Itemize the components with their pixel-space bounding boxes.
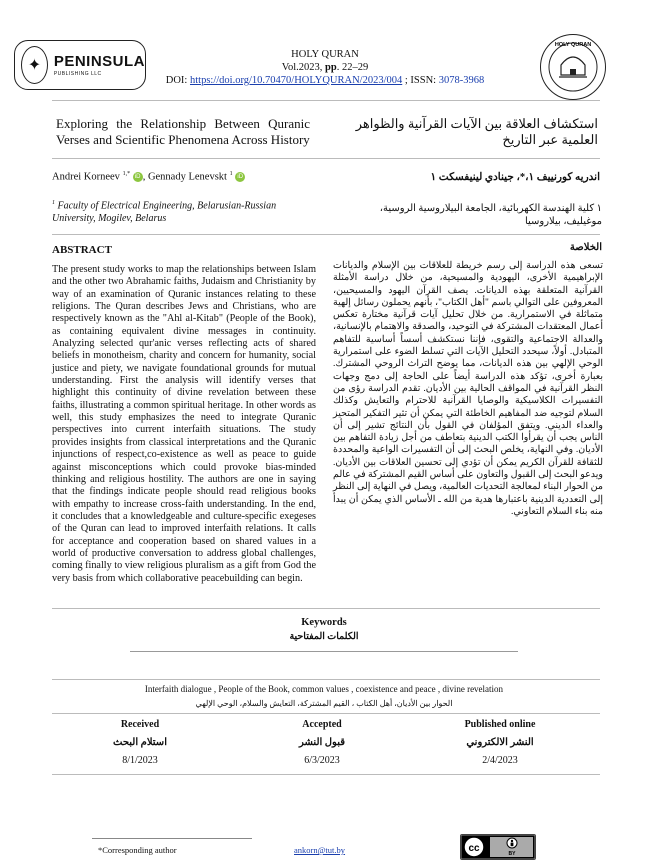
- keywords-arabic: الحوار بين الأديان، أهل الكتاب ، القيم المشتركة، التعايش والسلام، الوحي الإلهي: [195, 699, 453, 708]
- pages: . 22–29: [336, 62, 369, 73]
- author-2: Gennady Lenevskt: [147, 171, 227, 183]
- keywords-rule: [130, 651, 518, 652]
- affiliation-arabic: ١ كلية الهندسة الكهربائية، الجامعة البيلاروسية الروسية، موغيليف، بيلاروسيا: [379, 203, 602, 227]
- corresponding-email-link[interactable]: ankorn@tut.by: [294, 845, 346, 855]
- orcid-icon[interactable]: iD: [133, 172, 143, 182]
- pp-label: pp: [325, 62, 337, 73]
- keywords-heading-arabic: الكلمات المفتاحية: [289, 632, 359, 642]
- peninsula-emblem-icon: ✦: [21, 46, 48, 84]
- keywords-divider: [52, 608, 600, 609]
- by-text: BY: [508, 851, 516, 857]
- author-1-sup: 1,*: [122, 171, 131, 177]
- author-1: Andrei Korneev: [52, 171, 120, 183]
- title-english: Exploring the Relationship Between Quranic Verses and Scientific Phenomena Across History: [56, 116, 310, 147]
- abstract-arabic: تسعى هذه الدراسة إلى رسم خريطة للعلاقات بين الإسلام والديانات الإبراهيمية الأخرى، اليهودية والمسيحية، من خلال دراسة الأمثلة القرآنية المتعلقة بهذه الديانات. يصف القرآن اليهود والمسيحيين، المعروفين على التوالي باسم "أهل الكتاب"، بأنهم يحملون رسائل إلهية متماثلة في الاستمرارية. من خلال تحليل آيات قرآنية مختارة تعكس أعمال المعتقدات المشتركة في التوحيد، والصدقة والاهتمام بالإنسانية، والعدالة الاجتماعية والتقوى، فإننا نستكشف أسساً أساسية للتفاهم المتبادل. أولاً، سيحدد التحليل الآيات التي تسلط الضوء على استمرارية الوحي الإلهي بين هذه الديانات، مما يوضح التراث الروحي المشترك. بعبارة أخرى، تؤكد هذه الدراسة أيضاً على الحاجة إلى دمج وجهات النظر القرآنية في المواقف الحالية بين الأديان. تقدم الدراسة رؤى من التفسيرات الكلاسيكية والوصايا القرآنية للاحترام والتعايش وكذلك السلام لتوجيه ضد المفاهيم الخاطئة التي يمكن أن تثير التفكير المتحيز والعداء الديني. ويتفق المؤلفان في القول بأن النتائج تشير إلى أن الناس يجب أن يقرأوا الكتب الدينية بتعاطف من أجل زيادة التفاهم بين الأديان. وفي النهاية، يخلص البحث إلى أن التفسيرات الواعية والمحددة للثقافة للقرآن الكريم يمكن أن تؤدي إلى تحسين العلاقات بين الأديان. ويدعو البحث إلى القبول والتعاون على أساس القيم المشتركة في عالم من الحوار البناء لمعالجة التحديات العالمية، ويصل في النهاية إلى النظر إلى التعددية الدينية باعتبارها هدية من الله ـ الأساس الذي يمكن أن يبدأ منه بناء السلام التعاوني.: [333, 261, 603, 517]
- accepted-block: [262, 716, 382, 770]
- accepted-label: Accepted: [302, 719, 342, 730]
- abstract-heading-english: ABSTRACT: [52, 244, 112, 256]
- volume-line: [150, 61, 500, 74]
- title-divider: [52, 158, 600, 159]
- volume: Vol.2023,: [281, 62, 326, 73]
- publisher-subtitle: PUBLISHING LLC: [53, 71, 102, 77]
- publisher-name: PENINSULA: [53, 53, 145, 70]
- published-label: Published online: [464, 719, 536, 730]
- cc-by-license-icon[interactable]: [460, 834, 536, 860]
- received-date: 8/1/2023: [122, 755, 158, 766]
- published-date: 2/4/2023: [482, 755, 518, 766]
- affiliation-english: [52, 197, 322, 225]
- doi-label: DOI:: [165, 75, 190, 86]
- keywords-top-rule: [52, 679, 600, 680]
- seal-label: HOLY QURAN: [554, 42, 592, 48]
- journal-info: [150, 48, 500, 87]
- doi-line: [150, 74, 500, 87]
- received-label-arabic: استلام البحث: [113, 737, 167, 748]
- received-block: [80, 716, 200, 770]
- affiliation-sup: 1: [52, 200, 55, 206]
- journal-name: HOLY QURAN: [291, 49, 359, 60]
- accepted-date: 6/3/2023: [304, 755, 340, 766]
- dates-divider: [52, 774, 600, 775]
- accepted-label-arabic: قبول النشر: [298, 737, 345, 748]
- keywords-heading: Keywords: [301, 617, 347, 628]
- author-2-sup: 1: [229, 171, 233, 177]
- doi-link[interactable]: https://doi.org/10.70470/HOLYQURAN/2023/004: [189, 75, 403, 86]
- keywords-bottom-rule: [52, 713, 600, 714]
- corresponding-author-note: *Corresponding author: [98, 845, 177, 855]
- authors-arabic: اندريه كورنييف ١،*، جينادي لينيفسكت ١: [430, 172, 600, 183]
- footnote-rule: [92, 838, 252, 839]
- affiliation-divider: [52, 234, 600, 235]
- cc-text: cc: [468, 843, 480, 854]
- issn-label: ; ISSN:: [402, 75, 439, 86]
- received-label: Received: [120, 719, 160, 730]
- title-arabic: استكشاف العلاقة بين الآيات القرآنية والظواهر العلمية عبر التاريخ: [355, 116, 598, 147]
- abstract-english: The present study works to map the relationships between Islam and the other two Abrahamic faiths, Judaism and Christianity by way of an examination of Quranic instances relating to these religions. The Quran describes Jews and Christians, who are respectively known as the "Ahl al-Kitab" (People of the Book), as containing equivalent divine messages in continuity. Analyzing selected qur'anic verses reflecting acts of shared beliefs in monotheism, charity and concern for humanity, social justice and piety, we navigate foundational grounds for mutual understanding. First the analysis will identify verses that highlight this continuity of divine revelation between these faiths, illustrating a common spiritual heritage. In other words as well, this study emphasizes the need to integrate Quranic perspectives into current interfaith situations. The study provides insights from classical interpretations and the Quranic injunctions of respect,co-existence as well as peace to guide against misconceptions which could provoke bias-minded thinking and religious hostility. The authors are one in saying that the findings indicate people should read religious books with empathy to increase cross-faith understanding. In the end, it concludes that a knowledgeable and culture-specific exegeses of the Quran can lead to improved interfaith relations. It calls for acceptance and cooperation based on shared values in a world of productive conversation to address global challenges, coming finally to view religious pluralism as a gift from God the very basis from which collaborative peacebuilding can begin.: [52, 264, 316, 584]
- orcid-icon[interactable]: iD: [235, 172, 245, 182]
- abstract-heading-arabic: الخلاصة: [569, 242, 602, 253]
- published-label-arabic: النشر الالكتروني: [466, 737, 534, 748]
- issn-value: 3078-3968: [438, 75, 485, 86]
- journal-seal-icon: [540, 34, 606, 100]
- published-block: [440, 716, 560, 770]
- authors-english: Andrei Korneev $^{1,*}$ iD , Gennady Lenevskt $^1$ iD: [52, 171, 322, 183]
- affiliation-text: Faculty of Electrical Engineering, Belarusian-Russian University, Mogilev, Belarus: [52, 200, 277, 225]
- publisher-logo: [14, 40, 146, 90]
- header-divider: [52, 100, 600, 101]
- keywords-english: Interfaith dialogue , People of the Book, common values , coexistence and peace , divine revelation: [144, 684, 504, 694]
